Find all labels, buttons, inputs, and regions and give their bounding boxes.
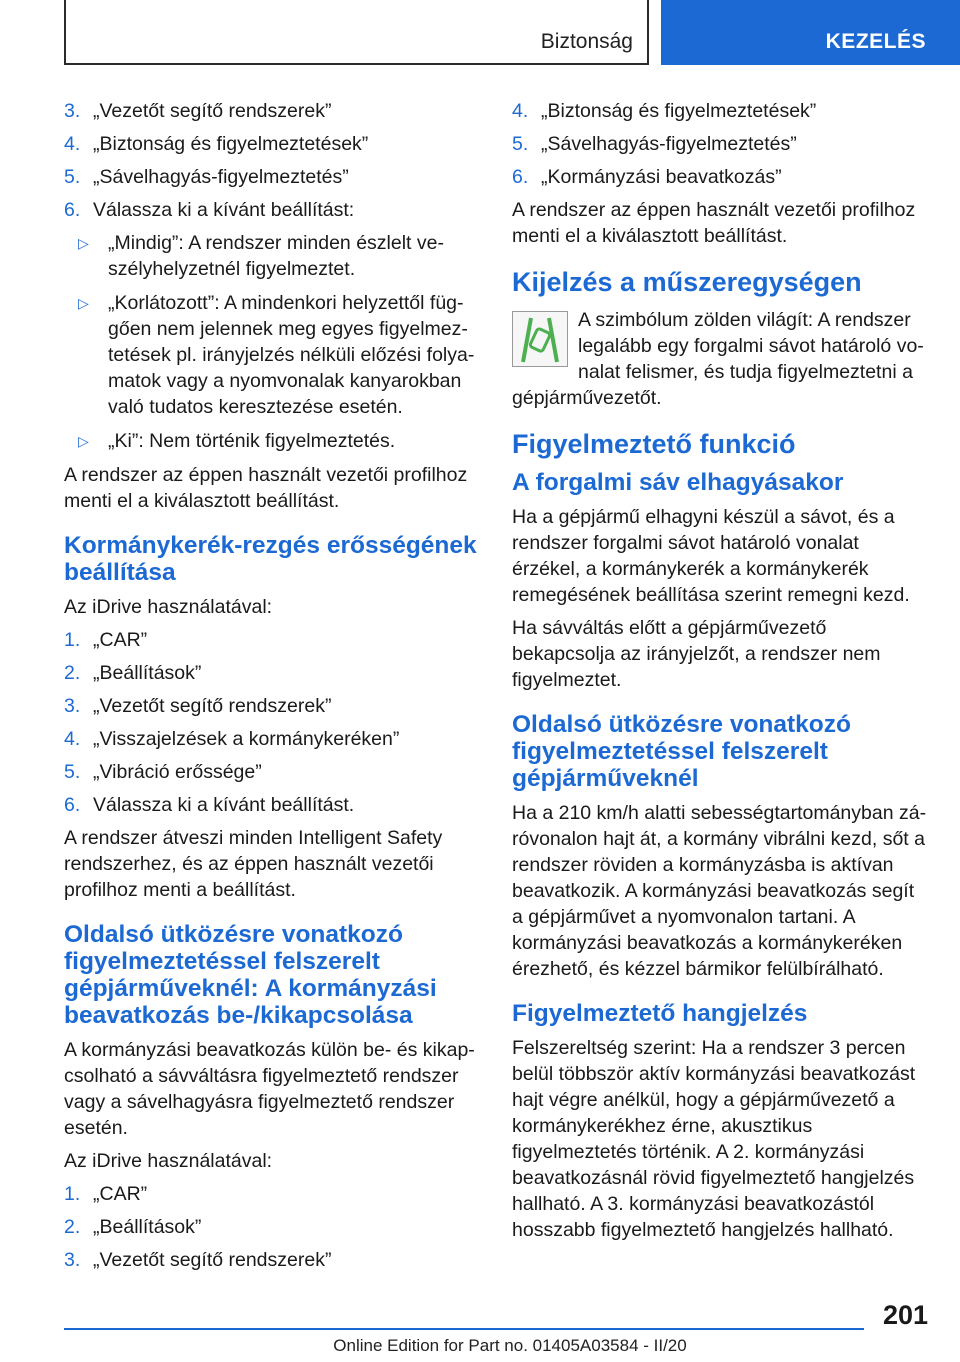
- step-number: 5.: [512, 133, 529, 155]
- step-number: 4.: [512, 100, 529, 122]
- steps-list-b: [64, 627, 482, 818]
- steps-list-a: [64, 98, 482, 223]
- paragraph: A rendszer átveszi minden Intelligent Safety rendszerhez, és az éppen használt vezetői profilhoz menti a beállítást.: [64, 827, 443, 901]
- list-item: [64, 1247, 482, 1273]
- list-item: [64, 197, 482, 223]
- option-item: [64, 230, 482, 282]
- step-text: „Biztonság és figyelmeztetések”: [93, 133, 369, 155]
- step-number: 3.: [64, 695, 81, 717]
- section-heading: Oldalsó ütközésre vonatkozó figyelmeztetéssel felszerelt gépjárműveknél: A kormányzási beavatkozás be-/kikapcsolása: [64, 921, 437, 1029]
- page-number: 201: [882, 1300, 928, 1330]
- list-item: [512, 98, 930, 124]
- step-text: „Sávelhagyás-figyelmeztetés”: [93, 166, 349, 188]
- list-item: [512, 164, 930, 190]
- step-text: „Vezetőt segítő rendszerek”: [93, 1249, 332, 1271]
- list-item: [64, 164, 482, 190]
- subsection-heading: Oldalsó ütközésre vonatkozó figyelmeztetéssel felszerelt gépjárműveknél: [512, 711, 851, 792]
- option-text: „Korlátozott”: A mindenkori helyzettől függően nem jelennek meg egyes figyelmeztetések pl. irányjelzés nélküli előzési folyamatok vagy a nyomvonalak kanyarokban való tudatos keresztezése esetén.: [108, 292, 475, 418]
- section-heading: Kormánykerék-rezgés erősségének beállítása: [64, 532, 477, 586]
- step-number: 3.: [64, 100, 81, 122]
- steps-list-d: [512, 98, 930, 190]
- step-number: 4.: [64, 133, 81, 155]
- footer-edition: Online Edition for Part no. 01405A03584 - II/20: [333, 1336, 687, 1355]
- step-text: Válassza ki a kívánt beállítást:: [93, 199, 355, 221]
- footer-divider: [64, 1328, 864, 1330]
- step-number: 1.: [64, 629, 81, 651]
- header-section-box: [64, 0, 649, 65]
- step-text: „Vibráció erőssége”: [93, 761, 262, 783]
- paragraph: Ha a gépjármű elhagyni készül a sávot, és a rendszer forgalmi sávot határoló vonalat érzékel, a kormánykerék a kormánykerék remegésének beállítása szerint remegni kezd.: [512, 506, 910, 606]
- list-item: [64, 792, 482, 818]
- header-chapter-tab: [661, 0, 960, 65]
- header-section-title: Biztonság: [540, 30, 633, 53]
- step-text: „Visszajelzések a kormánykeréken”: [93, 728, 400, 750]
- step-number: 2.: [64, 662, 81, 684]
- section-heading: Kijelzés a műszeregységen: [512, 267, 862, 297]
- steps-list-c: [64, 1181, 482, 1273]
- step-number: 6.: [64, 199, 81, 221]
- option-item: [64, 290, 482, 420]
- step-text: „Vezetőt segítő rendszerek”: [93, 695, 332, 717]
- paragraph: Ha a 210 km/h alatti sebességtartományban záróvonalon hajt át, a kormány vibrálni kezd, sőt a rendszer röviden a kormányzásba is aktívan beavatkozik. A kormányzási beavatkozás segít a gépjárművet a nyomvonalon tartani. A kormányzási beavatkozás a kormánykeréken érezhető, és kézzel bármikor felülbírálható.: [512, 802, 927, 980]
- list-item: [512, 131, 930, 157]
- list-item: [64, 98, 482, 124]
- option-item: [64, 428, 482, 454]
- step-number: 1.: [64, 1183, 81, 1205]
- list-item: [64, 726, 482, 752]
- right-column: [512, 98, 930, 1250]
- subsection-heading: Figyelmeztető hangjelzés: [512, 1000, 808, 1027]
- list-item: [64, 660, 482, 686]
- triangle-right-icon: ▷: [78, 235, 89, 251]
- step-text: „Kormányzási beavatkozás”: [541, 166, 782, 188]
- list-item: [64, 1181, 482, 1207]
- symbol-description: [512, 307, 930, 411]
- list-item: [64, 1214, 482, 1240]
- step-text: „Biztonság és figyelmeztetések”: [541, 100, 817, 122]
- step-number: 6.: [64, 794, 81, 816]
- header-chapter-label: KEZELÉS: [825, 30, 926, 53]
- paragraph: A rendszer az éppen használt vezetői profilhoz menti el a kiválasztott beállítást.: [64, 464, 468, 512]
- step-text: „Vezetőt segítő rendszerek”: [93, 100, 332, 122]
- step-text: Válassza ki a kívánt beállítást.: [93, 794, 355, 816]
- section-heading: Figyelmeztető funkció: [512, 429, 796, 459]
- option-text: „Mindig”: A rendszer minden észlelt veszélyhelyzetnél figyelmeztet.: [108, 232, 444, 280]
- list-item: [64, 759, 482, 785]
- lane-departure-symbol-icon: [512, 311, 568, 367]
- list-item: [64, 131, 482, 157]
- paragraph: A szimbólum zölden világít: A rendszer legalább egy forgalmi sávot határoló vonalat felismer, és tudja figyelmeztetni a gépjárművezetőt.: [512, 309, 924, 409]
- step-number: 5.: [64, 761, 81, 783]
- option-text: „Ki”: Nem történik figyelmeztetés.: [108, 430, 396, 452]
- step-text: „Beállítások”: [93, 1216, 202, 1238]
- paragraph: A rendszer az éppen használt vezetői profilhoz menti el a kiválasztott beállítást.: [512, 199, 916, 247]
- step-text: „CAR”: [93, 1183, 148, 1205]
- paragraph: Ha sávváltás előtt a gépjárművezető bekapcsolja az irányjelzőt, a rendszer nem figyelmeztet.: [512, 617, 881, 691]
- step-number: 6.: [512, 166, 529, 188]
- paragraph: Felszereltség szerint: Ha a rendszer 3 percen belül többször aktív kormányzási beavatkozást hajt végre anélkül, hogy a gépjárművezető a kormánykerékhez érne, akusztikus figyelmeztetés történik. A 2. kormányzási beavatkozásnál rövid figyelmeztető hangjelzés hallható. A 3. kormányzási beavatkozástól hosszabb figyelmeztető hangjelzés hallható.: [512, 1037, 916, 1241]
- step-number: 5.: [64, 166, 81, 188]
- triangle-right-icon: ▷: [78, 295, 89, 311]
- list-item: [64, 693, 482, 719]
- paragraph: Az iDrive használatával:: [64, 596, 273, 618]
- left-column: [64, 98, 482, 1280]
- triangle-right-icon: ▷: [78, 433, 89, 449]
- step-text: „Beállítások”: [93, 662, 202, 684]
- step-number: 4.: [64, 728, 81, 750]
- subsection-heading: A forgalmi sáv elhagyásakor: [512, 469, 844, 496]
- step-number: 2.: [64, 1216, 81, 1238]
- list-item: [64, 627, 482, 653]
- step-number: 3.: [64, 1249, 81, 1271]
- paragraph: Az iDrive használatával:: [64, 1150, 273, 1172]
- step-text: „Sávelhagyás-figyelmeztetés”: [541, 133, 797, 155]
- paragraph: A kormányzási beavatkozás külön be- és kikapcsolható a sávváltásra figyelmeztető rendszer vagy a sávelhagyásra figyelmeztető rendszer esetén.: [64, 1039, 475, 1139]
- step-text: „CAR”: [93, 629, 148, 651]
